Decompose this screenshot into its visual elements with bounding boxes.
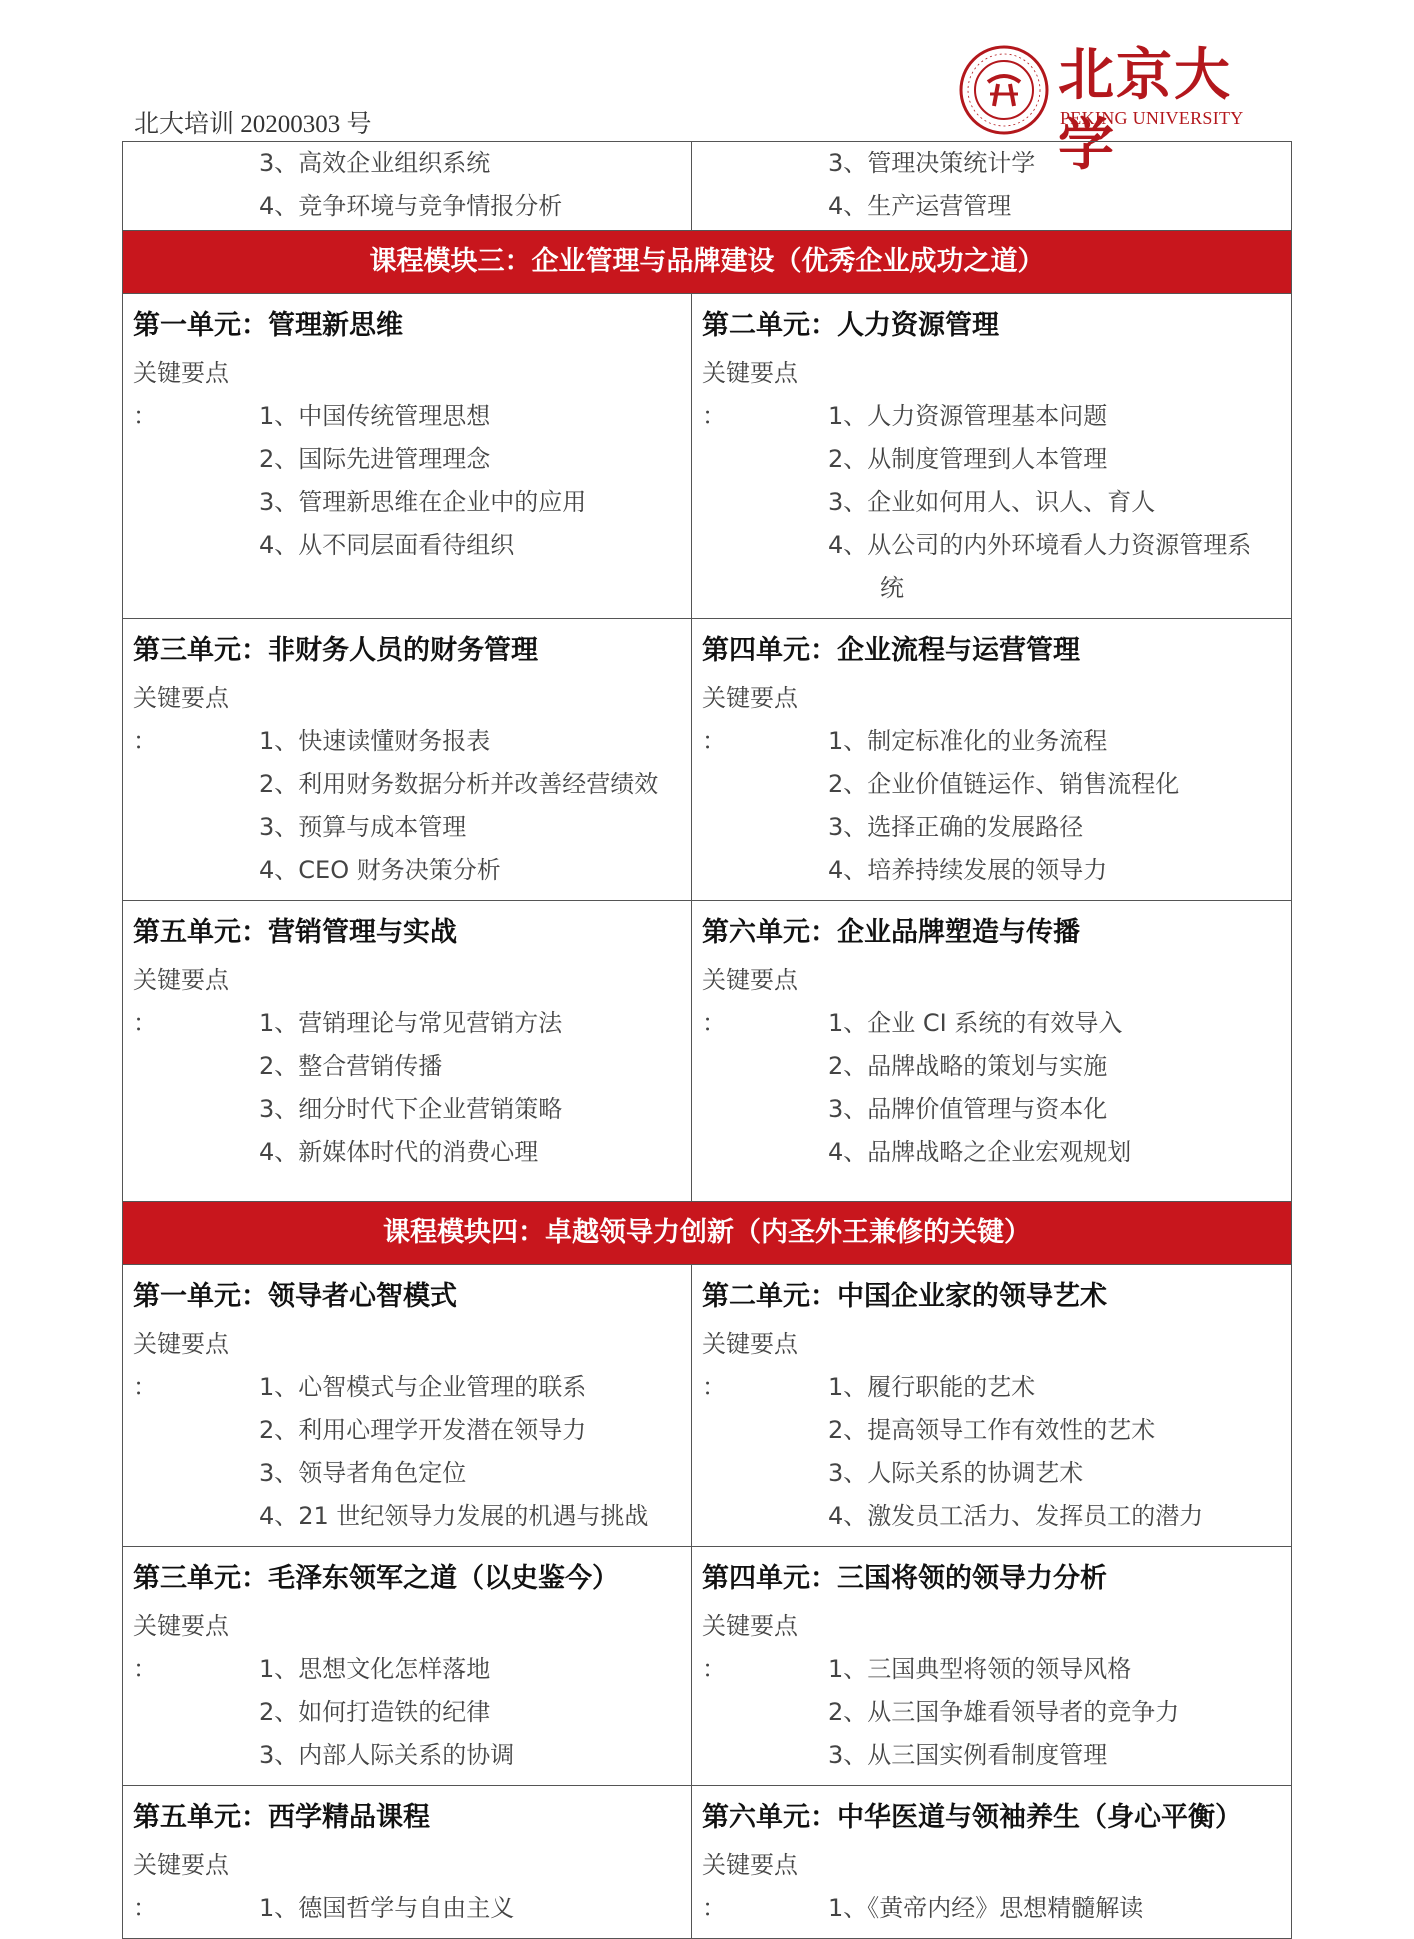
table-row bbox=[123, 1547, 1292, 1786]
university-seal-icon bbox=[958, 44, 1050, 136]
table-row bbox=[123, 142, 1292, 231]
unit-title: 第二单元：中国企业家的领导艺术 bbox=[702, 1281, 1107, 1312]
key-points-label: 关键要点 ： bbox=[133, 1612, 229, 1683]
course-table bbox=[122, 141, 1292, 1939]
unit-title: 第六单元：企业品牌塑造与传播 bbox=[702, 917, 1080, 948]
key-point: 2、利用心理学开发潜在领导力 bbox=[259, 1416, 587, 1444]
module-band bbox=[123, 231, 1292, 294]
key-point: 3、品牌价值管理与资本化 bbox=[828, 1095, 1108, 1123]
key-point: 4、CEO 财务决策分析 bbox=[259, 856, 501, 884]
key-point: 2、国际先进管理理念 bbox=[259, 445, 491, 473]
key-point: 3、领导者角色定位 bbox=[259, 1459, 467, 1487]
table-row bbox=[123, 1265, 1292, 1547]
key-point: 1、企业 CI 系统的有效导入 bbox=[828, 1009, 1123, 1037]
key-point: 3、预算与成本管理 bbox=[259, 813, 467, 841]
key-point: 1、德国哲学与自由主义 bbox=[259, 1894, 515, 1922]
table-row bbox=[123, 1786, 1292, 1939]
unit-title: 第五单元：西学精品课程 bbox=[133, 1802, 430, 1833]
unit-title: 第一单元：领导者心智模式 bbox=[133, 1281, 457, 1312]
key-point: 3、选择正确的发展路径 bbox=[828, 813, 1084, 841]
unit-title: 第一单元：管理新思维 bbox=[133, 310, 403, 341]
key-point: 3、管理决策统计学 bbox=[828, 149, 1036, 177]
key-point: 4、生产运营管理 bbox=[828, 192, 1012, 220]
key-point: 3、内部人际关系的协调 bbox=[259, 1741, 515, 1769]
module-title: 课程模块四：卓越领导力创新（内圣外王兼修的关键） bbox=[383, 1217, 1031, 1248]
key-points-label: 关键要点 ： bbox=[702, 1612, 798, 1683]
key-point: 1、三国典型将领的领导风格 bbox=[828, 1655, 1132, 1683]
unit-title: 第三单元：非财务人员的财务管理 bbox=[133, 635, 538, 666]
unit-title: 第四单元：三国将领的领导力分析 bbox=[702, 1563, 1107, 1594]
unit-title: 第三单元：毛泽东领军之道（以史鉴今） bbox=[133, 1563, 619, 1594]
key-points-label: 关键要点 ： bbox=[702, 1851, 798, 1922]
key-points-label: 关键要点 ： bbox=[133, 1851, 229, 1922]
key-points-label: 关键要点 ： bbox=[133, 684, 229, 755]
key-point: 1、中国传统管理思想 bbox=[259, 402, 491, 430]
key-point: 2、整合营销传播 bbox=[259, 1052, 443, 1080]
table-row bbox=[123, 901, 1292, 1202]
key-point: 1、履行职能的艺术 bbox=[828, 1373, 1036, 1401]
key-point: 4、品牌战略之企业宏观规划 bbox=[828, 1138, 1132, 1166]
key-point: 2、品牌战略的策划与实施 bbox=[828, 1052, 1108, 1080]
key-point: 3、企业如何用人、识人、育人 bbox=[828, 488, 1156, 516]
key-points-label: 关键要点 ： bbox=[702, 966, 798, 1037]
key-point: 1、制定标准化的业务流程 bbox=[828, 727, 1108, 755]
key-point: 2、企业价值链运作、销售流程化 bbox=[828, 770, 1180, 798]
key-point: 2、从三国争雄看领导者的竞争力 bbox=[828, 1698, 1180, 1726]
key-points-label: 关键要点 ： bbox=[133, 1330, 229, 1401]
table-row bbox=[123, 619, 1292, 901]
key-points-label: 关键要点 ： bbox=[133, 359, 229, 430]
unit-title: 第五单元：营销管理与实战 bbox=[133, 917, 457, 948]
module-band bbox=[123, 1202, 1292, 1265]
key-point: 3、细分时代下企业营销策略 bbox=[259, 1095, 563, 1123]
key-point: 1、快速读懂财务报表 bbox=[259, 727, 491, 755]
module-title: 课程模块三：企业管理与品牌建设（优秀企业成功之道） bbox=[369, 246, 1045, 277]
key-point: 4、从公司的内外环境看人力资源管理系 bbox=[828, 531, 1252, 559]
key-point: 1、心智模式与企业管理的联系 bbox=[259, 1373, 587, 1401]
key-points-label: 关键要点 ： bbox=[133, 966, 229, 1037]
unit-title: 第六单元：中华医道与领袖养生（身心平衡） bbox=[702, 1802, 1242, 1833]
key-point: 1、《黄帝内经》思想精髓解读 bbox=[828, 1894, 1144, 1922]
key-point: 4、激发员工活力、发挥员工的潜力 bbox=[828, 1502, 1204, 1530]
key-point: 4、新媒体时代的消费心理 bbox=[259, 1138, 539, 1166]
key-point-continuation: 统 bbox=[880, 574, 904, 602]
key-point: 1、人力资源管理基本问题 bbox=[828, 402, 1108, 430]
key-point: 3、人际关系的协调艺术 bbox=[828, 1459, 1084, 1487]
key-point: 3、管理新思维在企业中的应用 bbox=[259, 488, 587, 516]
key-point: 1、营销理论与常见营销方法 bbox=[259, 1009, 563, 1037]
key-points-label: 关键要点 ： bbox=[702, 684, 798, 755]
key-point: 3、高效企业组织系统 bbox=[259, 149, 491, 177]
key-points-label: 关键要点 ： bbox=[702, 359, 798, 430]
key-point: 3、从三国实例看制度管理 bbox=[828, 1741, 1108, 1769]
key-point: 2、从制度管理到人本管理 bbox=[828, 445, 1108, 473]
key-point: 4、从不同层面看待组织 bbox=[259, 531, 515, 559]
key-point: 4、培养持续发展的领导力 bbox=[828, 856, 1108, 884]
key-points-label: 关键要点 ： bbox=[702, 1330, 798, 1401]
unit-title: 第四单元：企业流程与运营管理 bbox=[702, 635, 1080, 666]
logo-english-name: PEKING UNIVERSITY bbox=[1060, 108, 1244, 128]
key-point: 2、如何打造铁的纪律 bbox=[259, 1698, 491, 1726]
key-point: 4、竞争环境与竞争情报分析 bbox=[259, 192, 563, 220]
table-row bbox=[123, 294, 1292, 619]
key-point: 2、利用财务数据分析并改善经营绩效 bbox=[259, 770, 659, 798]
document-number: 北大培训 20200303 号 bbox=[134, 111, 372, 138]
key-point: 4、21 世纪领导力发展的机遇与挑战 bbox=[259, 1502, 649, 1530]
key-point: 1、思想文化怎样落地 bbox=[259, 1655, 491, 1683]
key-point: 2、提高领导工作有效性的艺术 bbox=[828, 1416, 1156, 1444]
logo-chinese-name: 北京大学 bbox=[1058, 42, 1232, 178]
peking-university-logo bbox=[958, 40, 1268, 178]
unit-title: 第二单元：人力资源管理 bbox=[702, 310, 999, 341]
